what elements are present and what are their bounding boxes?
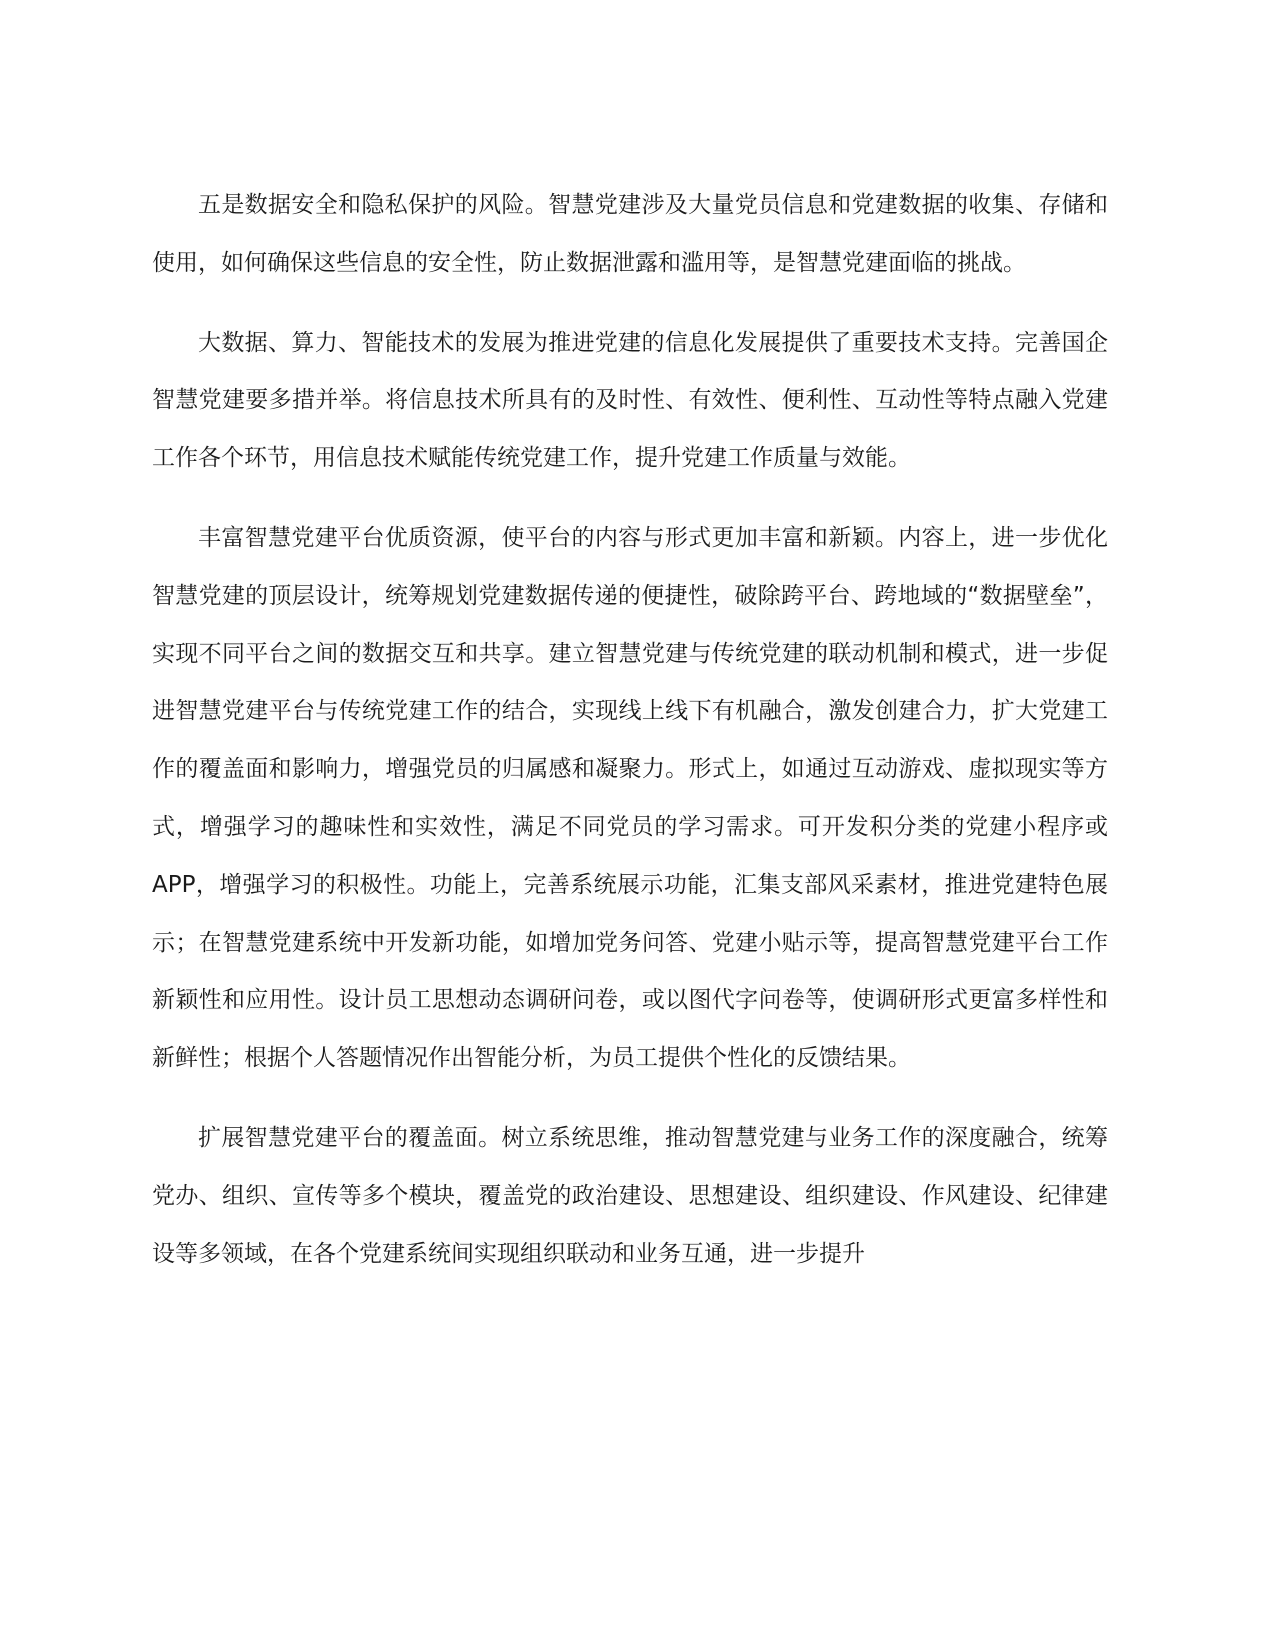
paragraph-platform-coverage: 扩展智慧党建平台的覆盖面。树立系统思维，推动智慧党建与业务工作的深度融合，统筹党办、组织、宣传等多个模块，覆盖党的政治建设、思想建设、组织建设、作风建设、纪律建设等多领域，在各个党建系统间实现组织联动和业务互通，进一步提升 [152,1124,1108,1267]
document-body [152,177,1108,1305]
paragraph-platform-resources: 丰富智慧党建平台优质资源，使平台的内容与形式更加丰富和新颖。内容上，进一步优化智慧党建的顶层设计，统筹规划党建数据传递的便捷性，破除跨平台、跨地域的“数据壁垒”，实现不同平台之间的数据交互和共享。建立智慧党建与传统党建的联动机制和模式，进一步促进智慧党建平台与传统党建工作的结合，实现线上线下有机融合，激发创建合力，扩大党建工作的覆盖面和影响力，增强党员的归属感和凝聚力。形式上，如通过互动游戏、虚拟现实等方式，增强学习的趣味性和实效性，满足不同党员的学习需求。可开发积分类的党建小程序或 APP，增强学习的积极性。功能上，完善系统展示功能，汇集支部风采素材，推进党建特色展示；在智慧党建系统中开发新功能，如增加党务问答、党建小贴示等，提高智慧党建平台工作新颖性和应用性。设计员工思想动态调研问卷，或以图代字问卷等，使调研形式更富多样性和新鲜性；根据个人答题情况作出智能分析，为员工提供个性化的反馈结果。 [152,524,1108,1072]
paragraph-technology-support: 大数据、算力、智能技术的发展为推进党建的信息化发展提供了重要技术支持。完善国企智慧党建要多措并举。将信息技术所具有的及时性、有效性、便利性、互动性等特点融入党建工作各个环节，用信息技术赋能传统党建工作，提升党建工作质量与效能。 [152,329,1108,472]
paragraph-data-security-risk: 五是数据安全和隐私保护的风险。智慧党建涉及大量党员信息和党建数据的收集、存储和使用，如何确保这些信息的安全性，防止数据泄露和滥用等，是智慧党建面临的挑战。 [152,192,1108,276]
